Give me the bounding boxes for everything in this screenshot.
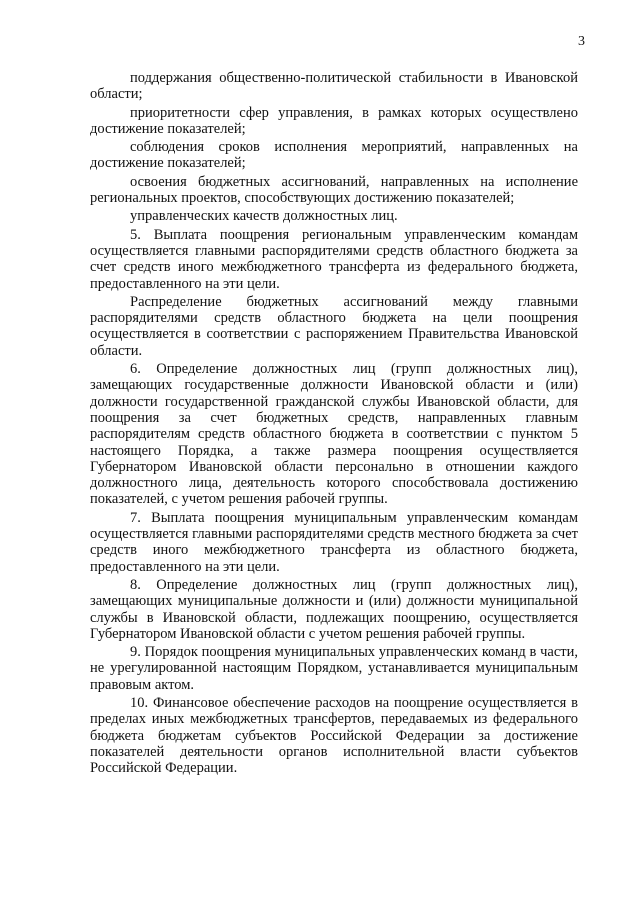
- document-body: [90, 70, 578, 778]
- paragraph: соблюдения сроков исполнения мероприятий, направленных на достижение показателей;: [90, 139, 578, 172]
- page-number: 3: [578, 34, 585, 49]
- paragraph: освоения бюджетных ассигнований, направленных на исполнение региональных проектов, способствующих достижению показателей;: [90, 173, 578, 207]
- paragraph: 7. Выплата поощрения муниципальным управленческим командам осуществляется главными распорядителями средств местного бюджета за счет средств иного межбюджетного трансферта из областного бюджета, предоставленного на эти цели.: [90, 509, 578, 575]
- paragraph: 5. Выплата поощрения региональным управленческим командам осуществляется главными распорядителями средств областного бюджета за счет средств иного межбюджетного трансферта из федерального бюджета, предоставленного на эти цели.: [90, 226, 578, 292]
- paragraph: 6. Определение должностных лиц (групп должностных лиц), замещающих государственные должности Ивановской области и (или) должности государственной гражданской службы Ивановской области, для поощрения за счет бюджетных средств, направленных главным распорядителям средств областного бюджета в соответствии с пунктом 5 настоящего Порядка, а также размера поощрения осуществляется Губернатором Ивановской области персонально в отношении каждого должностного лица, деятельность которого способствовала достижению показателей, с учетом решения рабочей группы.: [90, 361, 578, 508]
- paragraph: 9. Порядок поощрения муниципальных управленческих команд в части, не урегулированной настоящим Порядком, устанавливается муниципальным правовым актом.: [90, 644, 578, 693]
- paragraph: 8. Определение должностных лиц (групп должностных лиц), замещающих муниципальные должности и (или) должности муниципальной службы в Ивановской области, подлежащих поощрению, осуществляется Губернатором Ивановской области с учетом решения рабочей группы.: [90, 576, 578, 642]
- paragraph: Распределение бюджетных ассигнований между главными распорядителями средств областного бюджета на цели поощрения осуществляется в соответствии с распоряжением Правительства Ивановской области.: [90, 293, 578, 359]
- paragraph: приоритетности сфер управления, в рамках которых осуществлено достижение показателей;: [90, 104, 578, 137]
- paragraph: 10. Финансовое обеспечение расходов на поощрение осуществляется в пределах иных межбюджетных трансфертов, передаваемых из федерального бюджета бюджетам субъектов Российской Федерации за достижение показателей деятельности органов исполнительной власти субъектов Российской Федерации.: [90, 694, 578, 777]
- paragraph: управленческих качеств должностных лиц.: [130, 208, 398, 225]
- paragraph: поддержания общественно-политической стабильности в Ивановской области;: [90, 70, 578, 103]
